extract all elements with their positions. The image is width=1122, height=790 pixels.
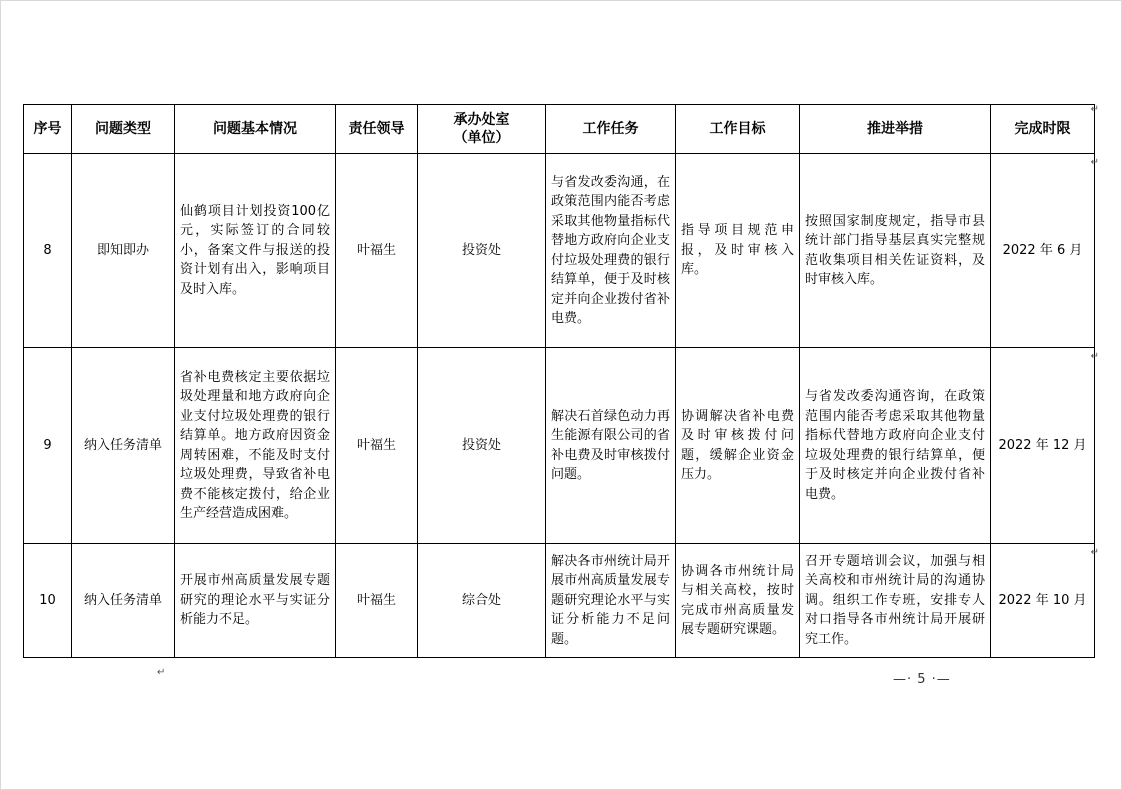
paragraph-mark: ↵ <box>1090 157 1099 168</box>
header-cell: 问题类型 <box>72 105 175 154</box>
header-cell: 工作任务 <box>546 105 676 154</box>
paragraph-mark: ↵ <box>1090 547 1099 558</box>
promotion-measure: 与省发改委沟通咨询，在政策范围内能否考虑采取其他物量指标代替地方政府向企业支付垃圾处理费的银行结算单，便于及时核定并向企业拨付省补电费。 <box>800 348 991 544</box>
row-number: 9 <box>24 348 72 544</box>
responsible-leader: 叶福生 <box>336 544 418 658</box>
handling-office: 投资处 <box>418 154 546 348</box>
task-table <box>23 104 1095 658</box>
problem-situation: 省补电费核定主要依据垃圾处理量和地方政府向企业支付垃圾处理费的银行结算单。地方政府因资金周转困难，不能及时支付垃圾处理费，导致省补电费不能核定拨付，给企业生产经营造成困难。 <box>175 348 336 544</box>
promotion-measure: 召开专题培训会议，加强与相关高校和市州统计局的沟通协调。组织工作专班，安排专人对口指导各市州统计局开展研究工作。 <box>800 544 991 658</box>
work-goal: 协调解决省补电费及时审核拨付问题，缓解企业资金压力。 <box>676 348 800 544</box>
work-goal: 指导项目规范申报，及时审核入库。 <box>676 154 800 348</box>
header-cell: 承办处室 （单位） <box>418 105 546 154</box>
work-task: 解决石首绿色动力再生能源有限公司的省补电费及时审核拨付问题。 <box>546 348 676 544</box>
deadline: 2022 年 6 月 <box>991 154 1095 348</box>
table-row <box>24 154 1095 348</box>
table-header-row <box>24 105 1095 154</box>
problem-situation: 开展市州高质量发展专题研究的理论水平与实证分析能力不足。 <box>175 544 336 658</box>
paragraph-mark: ↵ <box>1090 351 1099 362</box>
problem-type: 纳入任务清单 <box>72 348 175 544</box>
header-cell: 工作目标 <box>676 105 800 154</box>
deadline: 2022 年 12 月 <box>991 348 1095 544</box>
header-cell: 问题基本情况 <box>175 105 336 154</box>
work-task: 解决各市州统计局开展市州高质量发展专题研究理论水平与实证分析能力不足问题。 <box>546 544 676 658</box>
table-row <box>24 544 1095 658</box>
table-row <box>24 348 1095 544</box>
work-task: 与省发改委沟通，在政策范围内能否考虑采取其他物量指标代替地方政府向企业支付垃圾处理费的银行结算单，便于及时核定并向企业拨付省补电费。 <box>546 154 676 348</box>
paragraph-mark: ↵ <box>1090 104 1099 115</box>
problem-type: 即知即办 <box>72 154 175 348</box>
responsible-leader: 叶福生 <box>336 348 418 544</box>
header-cell: 序号 <box>24 105 72 154</box>
header-cell: 责任领导 <box>336 105 418 154</box>
work-goal: 协调各市州统计局与相关高校，按时完成市州高质量发展专题研究课题。 <box>676 544 800 658</box>
row-number: 10 <box>24 544 72 658</box>
responsible-leader: 叶福生 <box>336 154 418 348</box>
promotion-measure: 按照国家制度规定，指导市县统计部门指导基层真实完整规范收集项目相关佐证资料，及时审核入库。 <box>800 154 991 348</box>
header-cell: 推进举措 <box>800 105 991 154</box>
header-cell: 完成时限 <box>991 105 1095 154</box>
problem-type: 纳入任务清单 <box>72 544 175 658</box>
row-number: 8 <box>24 154 72 348</box>
deadline: 2022 年 10 月 <box>991 544 1095 658</box>
page-number: —· 5 ·— <box>893 672 951 687</box>
paragraph-mark: ↵ <box>157 667 166 678</box>
handling-office: 综合处 <box>418 544 546 658</box>
problem-situation: 仙鹤项目计划投资100亿元，实际签订的合同较小，备案文件与报送的投资计划有出入，影响项目及时入库。 <box>175 154 336 348</box>
handling-office: 投资处 <box>418 348 546 544</box>
